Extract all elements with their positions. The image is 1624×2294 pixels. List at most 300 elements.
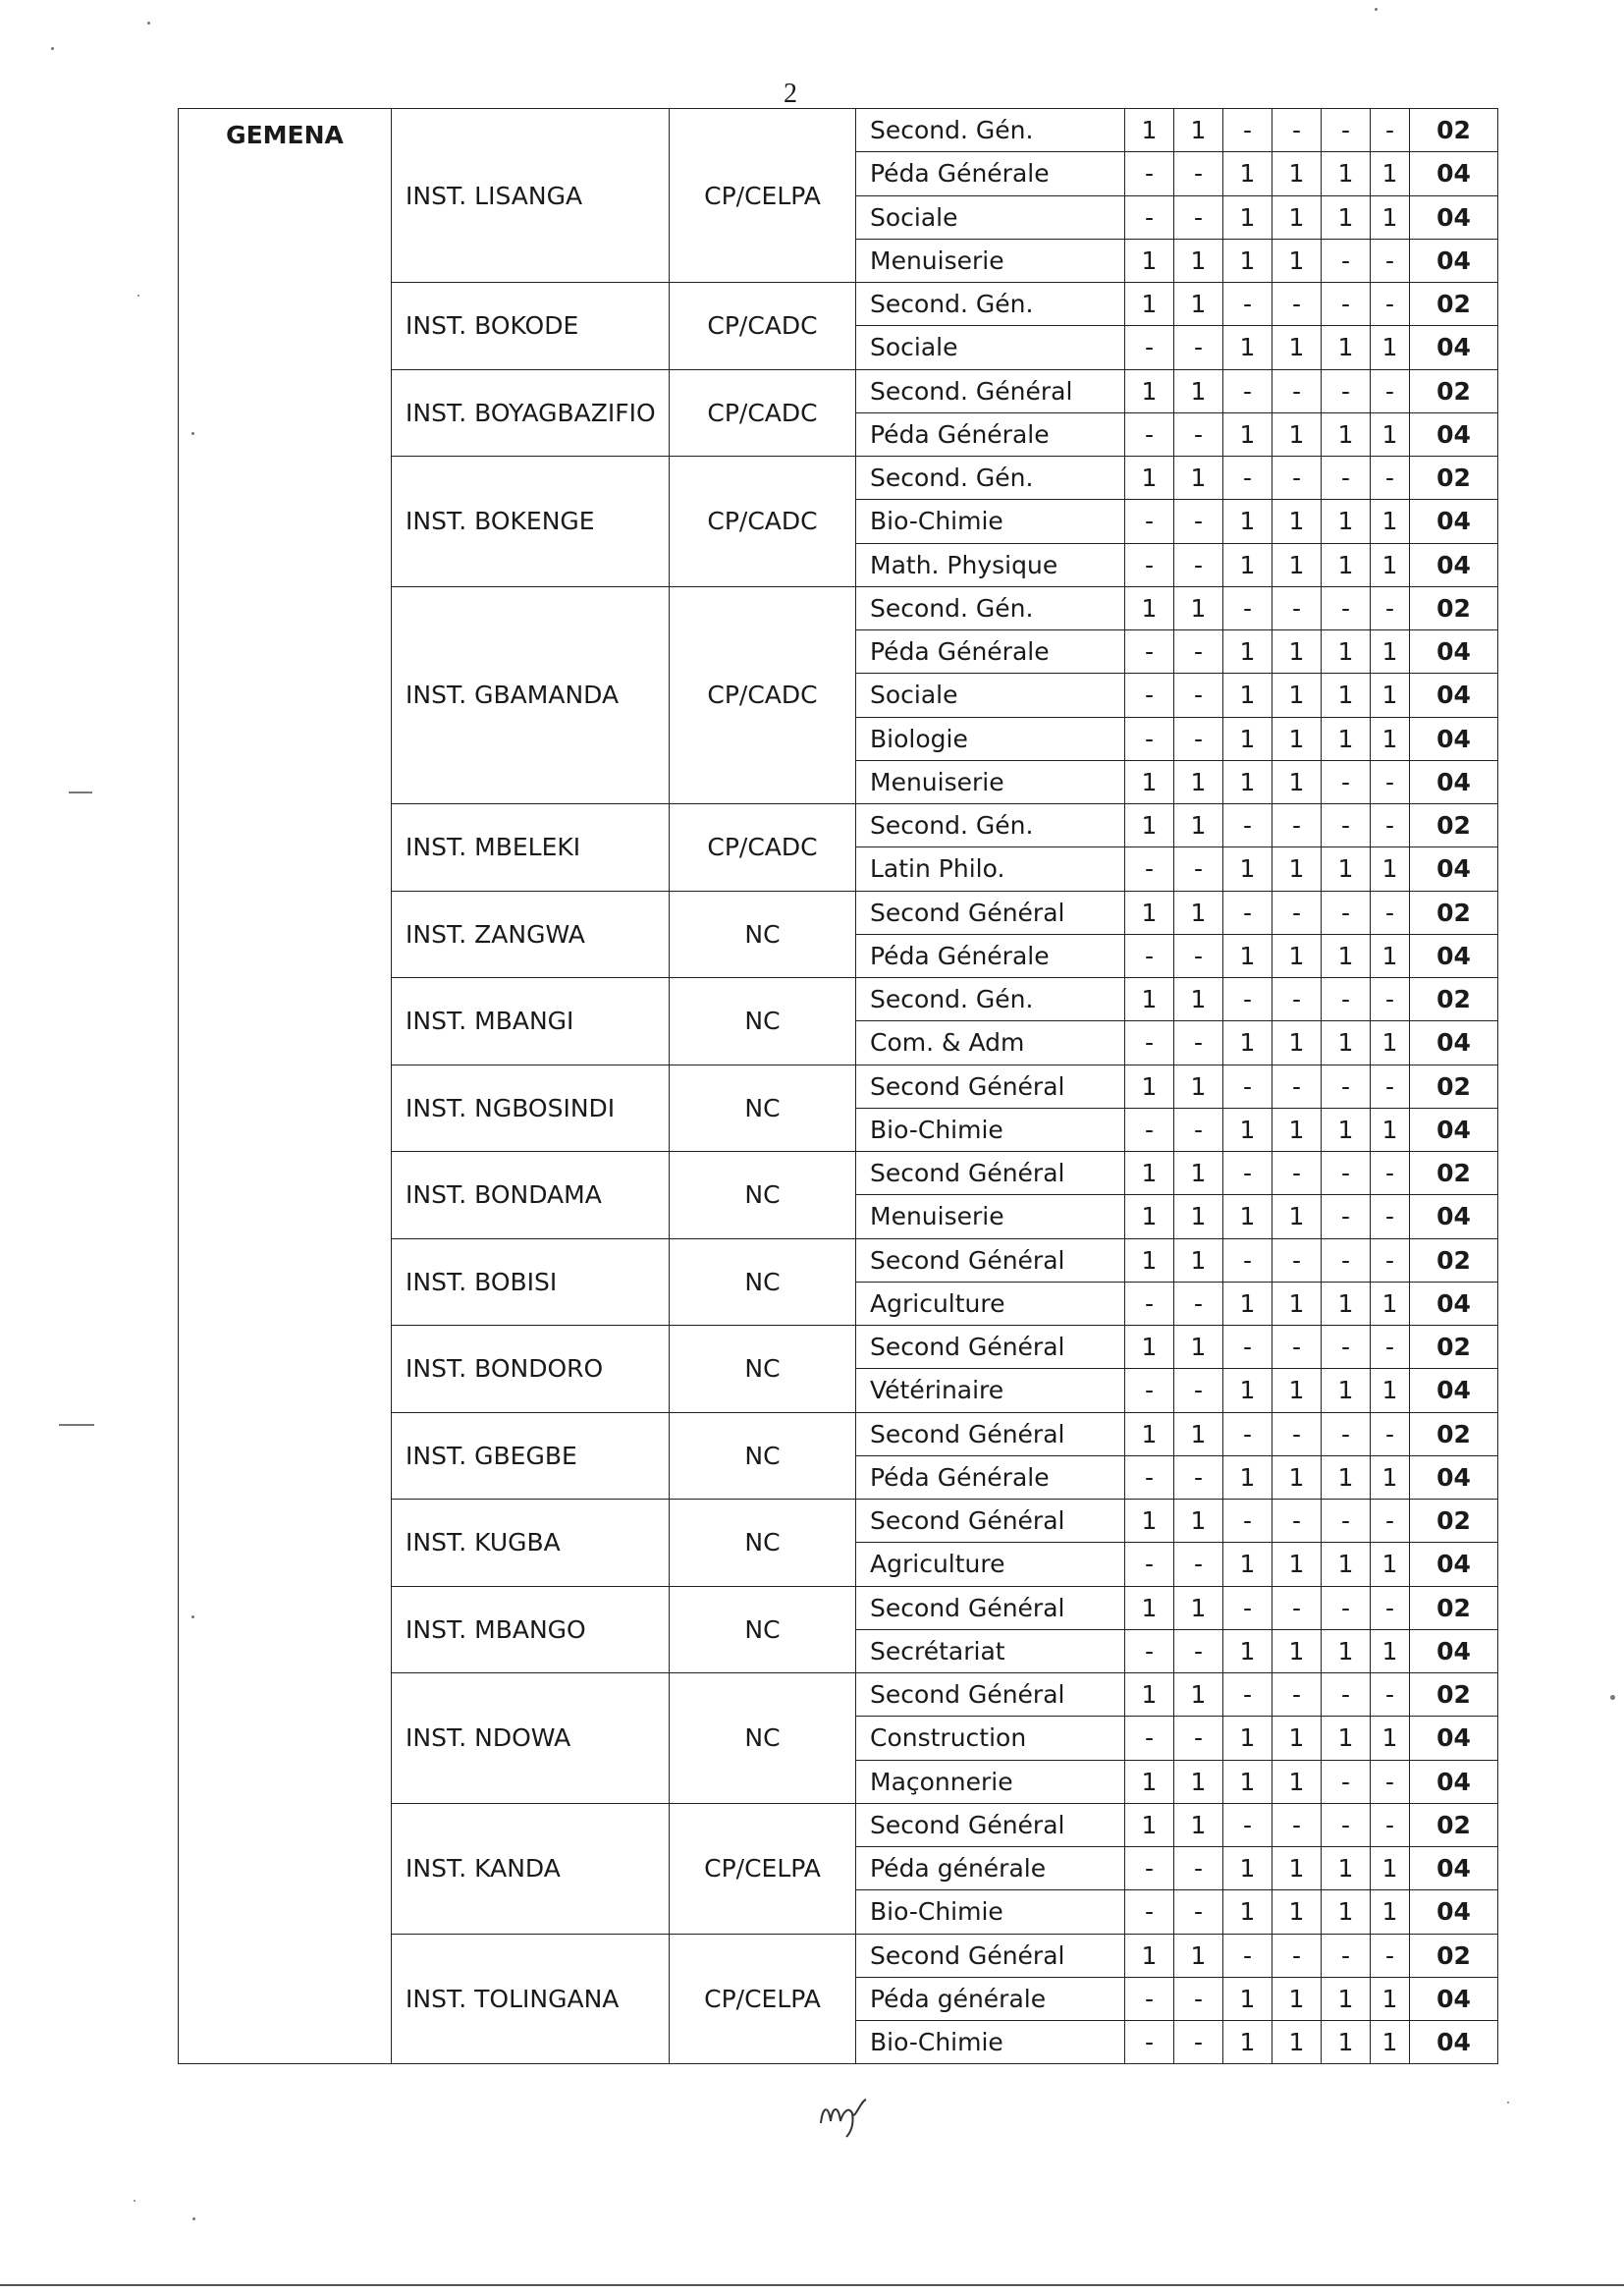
grade-cell: 1 [1125, 109, 1174, 152]
grade-cell: 1 [1322, 195, 1371, 239]
page-number: 2 [784, 79, 797, 109]
total-cell: 04 [1410, 1108, 1498, 1151]
grade-cell: - [1174, 1369, 1223, 1412]
grade-cell: - [1125, 674, 1174, 717]
grade-cell: 1 [1223, 674, 1272, 717]
total-cell: 02 [1410, 804, 1498, 847]
institution-status: NC [670, 1065, 856, 1152]
grade-cell: 1 [1322, 717, 1371, 760]
option-name: Second. Gén. [856, 586, 1125, 629]
grade-cell: 1 [1174, 1803, 1223, 1846]
grade-cell: - [1223, 1238, 1272, 1282]
institution-name: INST. LISANGA [392, 109, 670, 283]
scan-speck [192, 2217, 195, 2220]
grade-cell: 1 [1174, 1673, 1223, 1717]
total-cell: 02 [1410, 1803, 1498, 1846]
grade-cell: 1 [1223, 1282, 1272, 1325]
scan-speck [1507, 2102, 1509, 2103]
grade-cell: 1 [1371, 326, 1410, 369]
institution-name: INST. NGBOSINDI [392, 1065, 670, 1152]
institution-status: NC [670, 1412, 856, 1500]
grade-cell: - [1272, 1152, 1322, 1195]
schools-table [178, 108, 1498, 2064]
total-cell: 02 [1410, 891, 1498, 934]
institution-status: NC [670, 1586, 856, 1673]
grade-cell: - [1371, 586, 1410, 629]
grade-cell: 1 [1125, 586, 1174, 629]
grade-cell: 1 [1371, 152, 1410, 195]
grade-cell: - [1174, 1455, 1223, 1499]
institution-status: CP/CELPA [670, 109, 856, 283]
grade-cell: 1 [1322, 934, 1371, 977]
institution-name: INST. GBAMANDA [392, 586, 670, 803]
grade-cell: 1 [1223, 934, 1272, 977]
grade-cell: 1 [1272, 1847, 1322, 1890]
grade-cell: - [1272, 1673, 1322, 1717]
total-cell: 04 [1410, 1195, 1498, 1238]
grade-cell: - [1272, 1803, 1322, 1846]
total-cell: 04 [1410, 934, 1498, 977]
scan-speck [134, 2200, 135, 2202]
grade-cell: - [1223, 1152, 1272, 1195]
grade-cell: 1 [1371, 1847, 1410, 1890]
grade-cell: - [1125, 1717, 1174, 1760]
grade-cell: 1 [1322, 1629, 1371, 1672]
grade-cell: - [1322, 1673, 1371, 1717]
grade-cell: - [1272, 1065, 1322, 1108]
grade-cell: 1 [1125, 239, 1174, 282]
grade-cell: 1 [1322, 1282, 1371, 1325]
institution-name: INST. BOYAGBAZIFIO [392, 369, 670, 457]
grade-cell: - [1125, 326, 1174, 369]
scan-speck [191, 1615, 194, 1618]
grade-cell: 1 [1371, 1890, 1410, 1934]
scan-speck [191, 432, 194, 435]
grade-cell: 1 [1223, 239, 1272, 282]
grade-cell: - [1125, 1108, 1174, 1151]
option-name: Bio-Chimie [856, 1108, 1125, 1151]
grade-cell: 1 [1223, 412, 1272, 456]
grade-cell: 1 [1125, 369, 1174, 412]
table-row [179, 109, 1498, 152]
grade-cell: - [1125, 847, 1174, 891]
grade-cell: - [1174, 1282, 1223, 1325]
option-name: Second Général [856, 1500, 1125, 1543]
grade-cell: 1 [1371, 847, 1410, 891]
grade-cell: - [1174, 674, 1223, 717]
institution-status: NC [670, 1238, 856, 1326]
grade-cell: - [1371, 978, 1410, 1021]
option-name: Second. Gén. [856, 457, 1125, 500]
grade-cell: - [1272, 978, 1322, 1021]
grade-cell: 1 [1174, 1152, 1223, 1195]
grade-cell: 1 [1125, 891, 1174, 934]
signature-mark [817, 2092, 876, 2145]
grade-cell: - [1322, 978, 1371, 1021]
grade-cell: 1 [1223, 500, 1272, 543]
total-cell: 04 [1410, 1977, 1498, 2020]
total-cell: 02 [1410, 283, 1498, 326]
grade-cell: - [1371, 457, 1410, 500]
grade-cell: 1 [1322, 1108, 1371, 1151]
grade-cell: - [1371, 1152, 1410, 1195]
grade-cell: 1 [1223, 1890, 1272, 1934]
grade-cell: 1 [1174, 1500, 1223, 1543]
institution-name: INST. GBEGBE [392, 1412, 670, 1500]
option-name: Second. Général [856, 369, 1125, 412]
grade-cell: - [1223, 283, 1272, 326]
grade-cell: 1 [1322, 326, 1371, 369]
grade-cell: - [1125, 152, 1174, 195]
grade-cell: 1 [1223, 1977, 1272, 2020]
grade-cell: 1 [1125, 760, 1174, 803]
grade-cell: - [1174, 1629, 1223, 1672]
grade-cell: - [1371, 239, 1410, 282]
grade-cell: 1 [1272, 1282, 1322, 1325]
option-name: Second Général [856, 1673, 1125, 1717]
institution-status: NC [670, 891, 856, 978]
grade-cell: - [1371, 1803, 1410, 1846]
grade-cell: 1 [1371, 1977, 1410, 2020]
grade-cell: 1 [1322, 674, 1371, 717]
total-cell: 04 [1410, 152, 1498, 195]
grade-cell: - [1174, 630, 1223, 674]
grade-cell: - [1322, 891, 1371, 934]
option-name: Second. Gén. [856, 804, 1125, 847]
total-cell: 04 [1410, 239, 1498, 282]
grade-cell: 1 [1371, 1282, 1410, 1325]
grade-cell: 1 [1371, 674, 1410, 717]
grade-cell: - [1371, 1238, 1410, 1282]
grade-cell: - [1125, 195, 1174, 239]
option-name: Com. & Adm [856, 1021, 1125, 1065]
option-name: Agriculture [856, 1282, 1125, 1325]
grade-cell: 1 [1125, 1195, 1174, 1238]
option-name: Péda Générale [856, 934, 1125, 977]
grade-cell: - [1174, 2021, 1223, 2064]
grade-cell: 1 [1223, 1717, 1272, 1760]
grade-cell: 1 [1322, 1455, 1371, 1499]
grade-cell: - [1371, 1760, 1410, 1803]
option-name: Bio-Chimie [856, 500, 1125, 543]
scan-speck [69, 792, 92, 793]
grade-cell: - [1125, 2021, 1174, 2064]
total-cell: 02 [1410, 457, 1498, 500]
total-cell: 04 [1410, 717, 1498, 760]
grade-cell: - [1272, 1412, 1322, 1455]
scan-speck [137, 295, 139, 297]
grade-cell: - [1125, 543, 1174, 586]
option-name: Second Général [856, 1803, 1125, 1846]
grade-cell: 1 [1223, 1760, 1272, 1803]
institution-status: CP/CELPA [670, 1803, 856, 1934]
grade-cell: - [1174, 195, 1223, 239]
grade-cell: 1 [1272, 1369, 1322, 1412]
grade-cell: 1 [1371, 1108, 1410, 1151]
grade-cell: - [1322, 760, 1371, 803]
grade-cell: - [1223, 1673, 1272, 1717]
grade-cell: - [1371, 1412, 1410, 1455]
grade-cell: - [1174, 1977, 1223, 2020]
grade-cell: - [1371, 369, 1410, 412]
grade-cell: - [1322, 369, 1371, 412]
institution-name: INST. BOKODE [392, 283, 670, 370]
grade-cell: - [1322, 1803, 1371, 1846]
grade-cell: 1 [1125, 1760, 1174, 1803]
option-name: Agriculture [856, 1543, 1125, 1586]
grade-cell: 1 [1272, 500, 1322, 543]
option-name: Second Général [856, 1934, 1125, 1977]
option-name: Bio-Chimie [856, 1890, 1125, 1934]
grade-cell: 1 [1322, 1847, 1371, 1890]
grade-cell: 1 [1322, 412, 1371, 456]
grade-cell: 1 [1371, 630, 1410, 674]
grade-cell: - [1322, 109, 1371, 152]
scan-speck [147, 22, 150, 25]
grade-cell: 1 [1272, 1195, 1322, 1238]
grade-cell: 1 [1125, 1673, 1174, 1717]
institution-status: CP/CADC [670, 283, 856, 370]
grade-cell: - [1322, 1760, 1371, 1803]
grade-cell: 1 [1322, 2021, 1371, 2064]
total-cell: 04 [1410, 1455, 1498, 1499]
total-cell: 04 [1410, 195, 1498, 239]
grade-cell: - [1125, 412, 1174, 456]
grade-cell: - [1174, 412, 1223, 456]
institution-name: INST. MBANGI [392, 978, 670, 1065]
grade-cell: 1 [1272, 1629, 1322, 1672]
grade-cell: - [1272, 109, 1322, 152]
grade-cell: 1 [1371, 1369, 1410, 1412]
institution-status: NC [670, 1673, 856, 1804]
grade-cell: 1 [1174, 283, 1223, 326]
grade-cell: - [1322, 1500, 1371, 1543]
grade-cell: 1 [1174, 239, 1223, 282]
grade-cell: - [1223, 978, 1272, 1021]
table-body [179, 109, 1498, 2064]
total-cell: 02 [1410, 1500, 1498, 1543]
institution-name: INST. BOKENGE [392, 457, 670, 587]
option-name: Construction [856, 1717, 1125, 1760]
institution-name: INST. MBANGO [392, 1586, 670, 1673]
grade-cell: - [1322, 1195, 1371, 1238]
total-cell: 02 [1410, 1586, 1498, 1629]
grade-cell: - [1371, 1195, 1410, 1238]
option-name: Second Général [856, 1152, 1125, 1195]
grade-cell: 1 [1272, 934, 1322, 977]
grade-cell: 1 [1223, 1021, 1272, 1065]
grade-cell: 1 [1272, 1021, 1322, 1065]
grade-cell: - [1174, 1847, 1223, 1890]
grade-cell: - [1223, 1500, 1272, 1543]
option-name: Péda Générale [856, 412, 1125, 456]
grade-cell: - [1371, 1934, 1410, 1977]
grade-cell: - [1322, 1934, 1371, 1977]
total-cell: 02 [1410, 1934, 1498, 1977]
total-cell: 02 [1410, 1238, 1498, 1282]
grade-cell: 1 [1371, 717, 1410, 760]
grade-cell: - [1125, 1455, 1174, 1499]
grade-cell: 1 [1371, 934, 1410, 977]
total-cell: 04 [1410, 760, 1498, 803]
grade-cell: 1 [1174, 1065, 1223, 1108]
option-name: Second. Gén. [856, 978, 1125, 1021]
grade-cell: 1 [1272, 1890, 1322, 1934]
total-cell: 02 [1410, 109, 1498, 152]
option-name: Math. Physique [856, 543, 1125, 586]
total-cell: 04 [1410, 1847, 1498, 1890]
grade-cell: 1 [1223, 543, 1272, 586]
total-cell: 02 [1410, 1065, 1498, 1108]
grade-cell: - [1125, 934, 1174, 977]
grade-cell: 1 [1223, 717, 1272, 760]
option-name: Second Général [856, 1238, 1125, 1282]
grade-cell: - [1223, 1065, 1272, 1108]
total-cell: 02 [1410, 586, 1498, 629]
grade-cell: - [1371, 1500, 1410, 1543]
institution-status: CP/CADC [670, 369, 856, 457]
institution-name: INST. NDOWA [392, 1673, 670, 1804]
grade-cell: 1 [1125, 978, 1174, 1021]
grade-cell: - [1125, 630, 1174, 674]
option-name: Second Général [856, 891, 1125, 934]
option-name: Menuiserie [856, 1195, 1125, 1238]
institution-name: INST. BONDAMA [392, 1152, 670, 1239]
total-cell: 04 [1410, 1717, 1498, 1760]
grade-cell: 1 [1174, 1238, 1223, 1282]
grade-cell: 1 [1371, 1543, 1410, 1586]
grade-cell: - [1322, 1238, 1371, 1282]
grade-cell: - [1371, 760, 1410, 803]
grade-cell: - [1223, 1412, 1272, 1455]
total-cell: 04 [1410, 1629, 1498, 1672]
option-name: Biologie [856, 717, 1125, 760]
total-cell: 04 [1410, 1021, 1498, 1065]
grade-cell: 1 [1322, 500, 1371, 543]
grade-cell: 1 [1322, 630, 1371, 674]
grade-cell: - [1223, 109, 1272, 152]
grade-cell: - [1174, 1890, 1223, 1934]
grade-cell: - [1125, 1369, 1174, 1412]
grade-cell: 1 [1272, 412, 1322, 456]
grade-cell: 1 [1125, 283, 1174, 326]
total-cell: 04 [1410, 412, 1498, 456]
grade-cell: - [1174, 847, 1223, 891]
option-name: Péda générale [856, 1847, 1125, 1890]
total-cell: 02 [1410, 369, 1498, 412]
option-name: Vétérinaire [856, 1369, 1125, 1412]
grade-cell: - [1322, 1152, 1371, 1195]
grade-cell: - [1322, 457, 1371, 500]
grade-cell: - [1322, 1412, 1371, 1455]
grade-cell: 1 [1272, 1108, 1322, 1151]
total-cell: 04 [1410, 2021, 1498, 2064]
grade-cell: 1 [1174, 1934, 1223, 1977]
grade-cell: 1 [1223, 760, 1272, 803]
total-cell: 04 [1410, 1282, 1498, 1325]
total-cell: 04 [1410, 326, 1498, 369]
total-cell: 04 [1410, 674, 1498, 717]
grade-cell: 1 [1174, 1586, 1223, 1629]
page-edge-line [0, 2284, 1624, 2286]
grade-cell: 1 [1272, 674, 1322, 717]
grade-cell: 1 [1223, 1847, 1272, 1890]
option-name: Maçonnerie [856, 1760, 1125, 1803]
grade-cell: - [1322, 239, 1371, 282]
grade-cell: 1 [1272, 1977, 1322, 2020]
grade-cell: 1 [1371, 1021, 1410, 1065]
grade-cell: 1 [1371, 500, 1410, 543]
grade-cell: 1 [1125, 1803, 1174, 1846]
grade-cell: - [1174, 934, 1223, 977]
grade-cell: 1 [1371, 412, 1410, 456]
institution-name: INST. TOLINGANA [392, 1934, 670, 2064]
institution-name: INST. KUGBA [392, 1500, 670, 1587]
grade-cell: - [1371, 1326, 1410, 1369]
institution-status: CP/CADC [670, 457, 856, 587]
grade-cell: 1 [1272, 1717, 1322, 1760]
grade-cell: 1 [1371, 195, 1410, 239]
grade-cell: 1 [1322, 1543, 1371, 1586]
grade-cell: 1 [1223, 2021, 1272, 2064]
grade-cell: 1 [1272, 195, 1322, 239]
grade-cell: - [1223, 1326, 1272, 1369]
grade-cell: - [1322, 586, 1371, 629]
grade-cell: - [1125, 1890, 1174, 1934]
institution-status: CP/CADC [670, 804, 856, 892]
grade-cell: - [1322, 1586, 1371, 1629]
grade-cell: - [1272, 1500, 1322, 1543]
grade-cell: - [1371, 283, 1410, 326]
grade-cell: - [1125, 1847, 1174, 1890]
grade-cell: - [1174, 1021, 1223, 1065]
institution-status: NC [670, 1152, 856, 1239]
grade-cell: - [1223, 1803, 1272, 1846]
grade-cell: - [1371, 891, 1410, 934]
option-name: Second. Gén. [856, 283, 1125, 326]
grade-cell: 1 [1272, 543, 1322, 586]
grade-cell: 1 [1223, 1455, 1272, 1499]
total-cell: 04 [1410, 500, 1498, 543]
grade-cell: 1 [1223, 1195, 1272, 1238]
grade-cell: 1 [1125, 1065, 1174, 1108]
grade-cell: - [1174, 1108, 1223, 1151]
grade-cell: - [1371, 109, 1410, 152]
grade-cell: - [1174, 717, 1223, 760]
option-name: Péda Générale [856, 152, 1125, 195]
grade-cell: 1 [1322, 1717, 1371, 1760]
grade-cell: 1 [1174, 804, 1223, 847]
institution-name: INST. MBELEKI [392, 804, 670, 892]
grade-cell: - [1223, 369, 1272, 412]
option-name: Latin Philo. [856, 847, 1125, 891]
grade-cell: 1 [1174, 1412, 1223, 1455]
grade-cell: - [1125, 500, 1174, 543]
grade-cell: 1 [1322, 847, 1371, 891]
grade-cell: 1 [1223, 1543, 1272, 1586]
grade-cell: 1 [1371, 2021, 1410, 2064]
total-cell: 02 [1410, 1152, 1498, 1195]
grade-cell: 1 [1272, 717, 1322, 760]
grade-cell: 1 [1322, 1021, 1371, 1065]
grade-cell: 1 [1174, 1760, 1223, 1803]
grade-cell: 1 [1174, 457, 1223, 500]
grade-cell: 1 [1272, 152, 1322, 195]
grade-cell: 1 [1125, 1412, 1174, 1455]
grade-cell: - [1125, 1021, 1174, 1065]
total-cell: 02 [1410, 1412, 1498, 1455]
grade-cell: 1 [1371, 1629, 1410, 1672]
